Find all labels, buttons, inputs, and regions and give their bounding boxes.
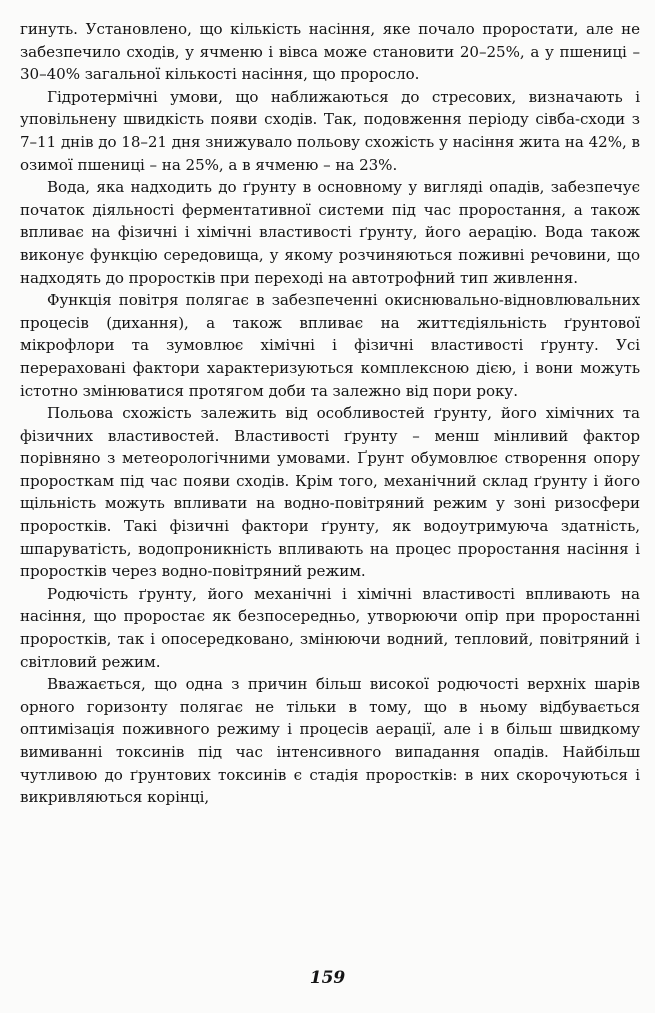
paragraph-fertility: Родючість ґрунту, його механічні і хімічні властивості впливають на насіння, що проростає як безпосередньо, утворюючи опір при проростанні проростків, так і опосередковано, змінюючи водний, тепловий, повітряний і світловий режим.: [20, 584, 640, 671]
paragraph-water: Вода, яка надходить до ґрунту в основному у вигляді опадів, забезпечує початок діяльності ферментативної системи під час проростання, а також впливає на фізичні і хімічні властивості ґрунту, його аерацію. Вода також виконує функцію середовища, у якому розчиняються поживні речовини, що надходять до проростків при переході на автотрофний тип живлення.: [20, 178, 640, 287]
paragraph-air: Функція повітря полягає в забезпеченні окиснювально-відновлювальних процесів (дихання), а також впливає на життєдіяльність ґрунтової мікрофлори та зумовлює хімічні і фізичні властивості ґрунту. Усі перераховані фактори характеризуються комплексною дією, і вони можуть істотно змінюватися протягом доби та залежно від пори року.: [20, 291, 640, 400]
paragraph-toxins: Вважається, що одна з причин більш високої родючості верхніх шарів орного горизонту полягає не тільки в тому, що в ньому відбувається оптимізація поживного режиму і процесів аерації, але і в більш швидкому вимиванні токсинів під час інтенсивного випадання опадів. Найбільш чутливою до ґрунтових токсинів є стадія проростків: в них скорочуються і викривляються корінці,: [20, 675, 640, 807]
paragraph-hydrothermal: Гідротермічні умови, що наближаються до стресових, визначають і уповільнену швидкість появи сходів. Так, подовження періоду сівба-сходи з 7–11 днів до 18–21 дня знижувало польову схожість у насіння жита на 42%, в озимої пшениці – на 25%, а в ячменю – на 23%.: [20, 87, 640, 174]
paragraph-soil-properties: Польова схожість залежить від особливостей ґрунту, його хімічних та фізичних властивостей. Властивості ґрунту – менш мінливий фактор порівняно з метеорологічними умовами. Ґрунт обумовлює створення опору проросткам під час появи сходів. Крім того, механічний склад ґрунту і його щільність можуть впливати на водно-повітряний режим у зоні ризосфери проростків. Такі фізичні фактори ґрунту, як водоутримуюча здатність, шпаруватість, водопроникність впливають на процес проростання насіння і проростків через водно-повітряний режим.: [20, 404, 640, 581]
body-text: [20, 18, 640, 809]
page-number: 159: [309, 968, 346, 988]
paragraph-continuation: гинуть. Установлено, що кількість насіння, яке почало проростати, але не забезпечило сходів, у ячменю і вівса може становити 20–25%, а у пшениці – 30–40% загальної кількості насіння, що проросло.: [20, 20, 640, 84]
